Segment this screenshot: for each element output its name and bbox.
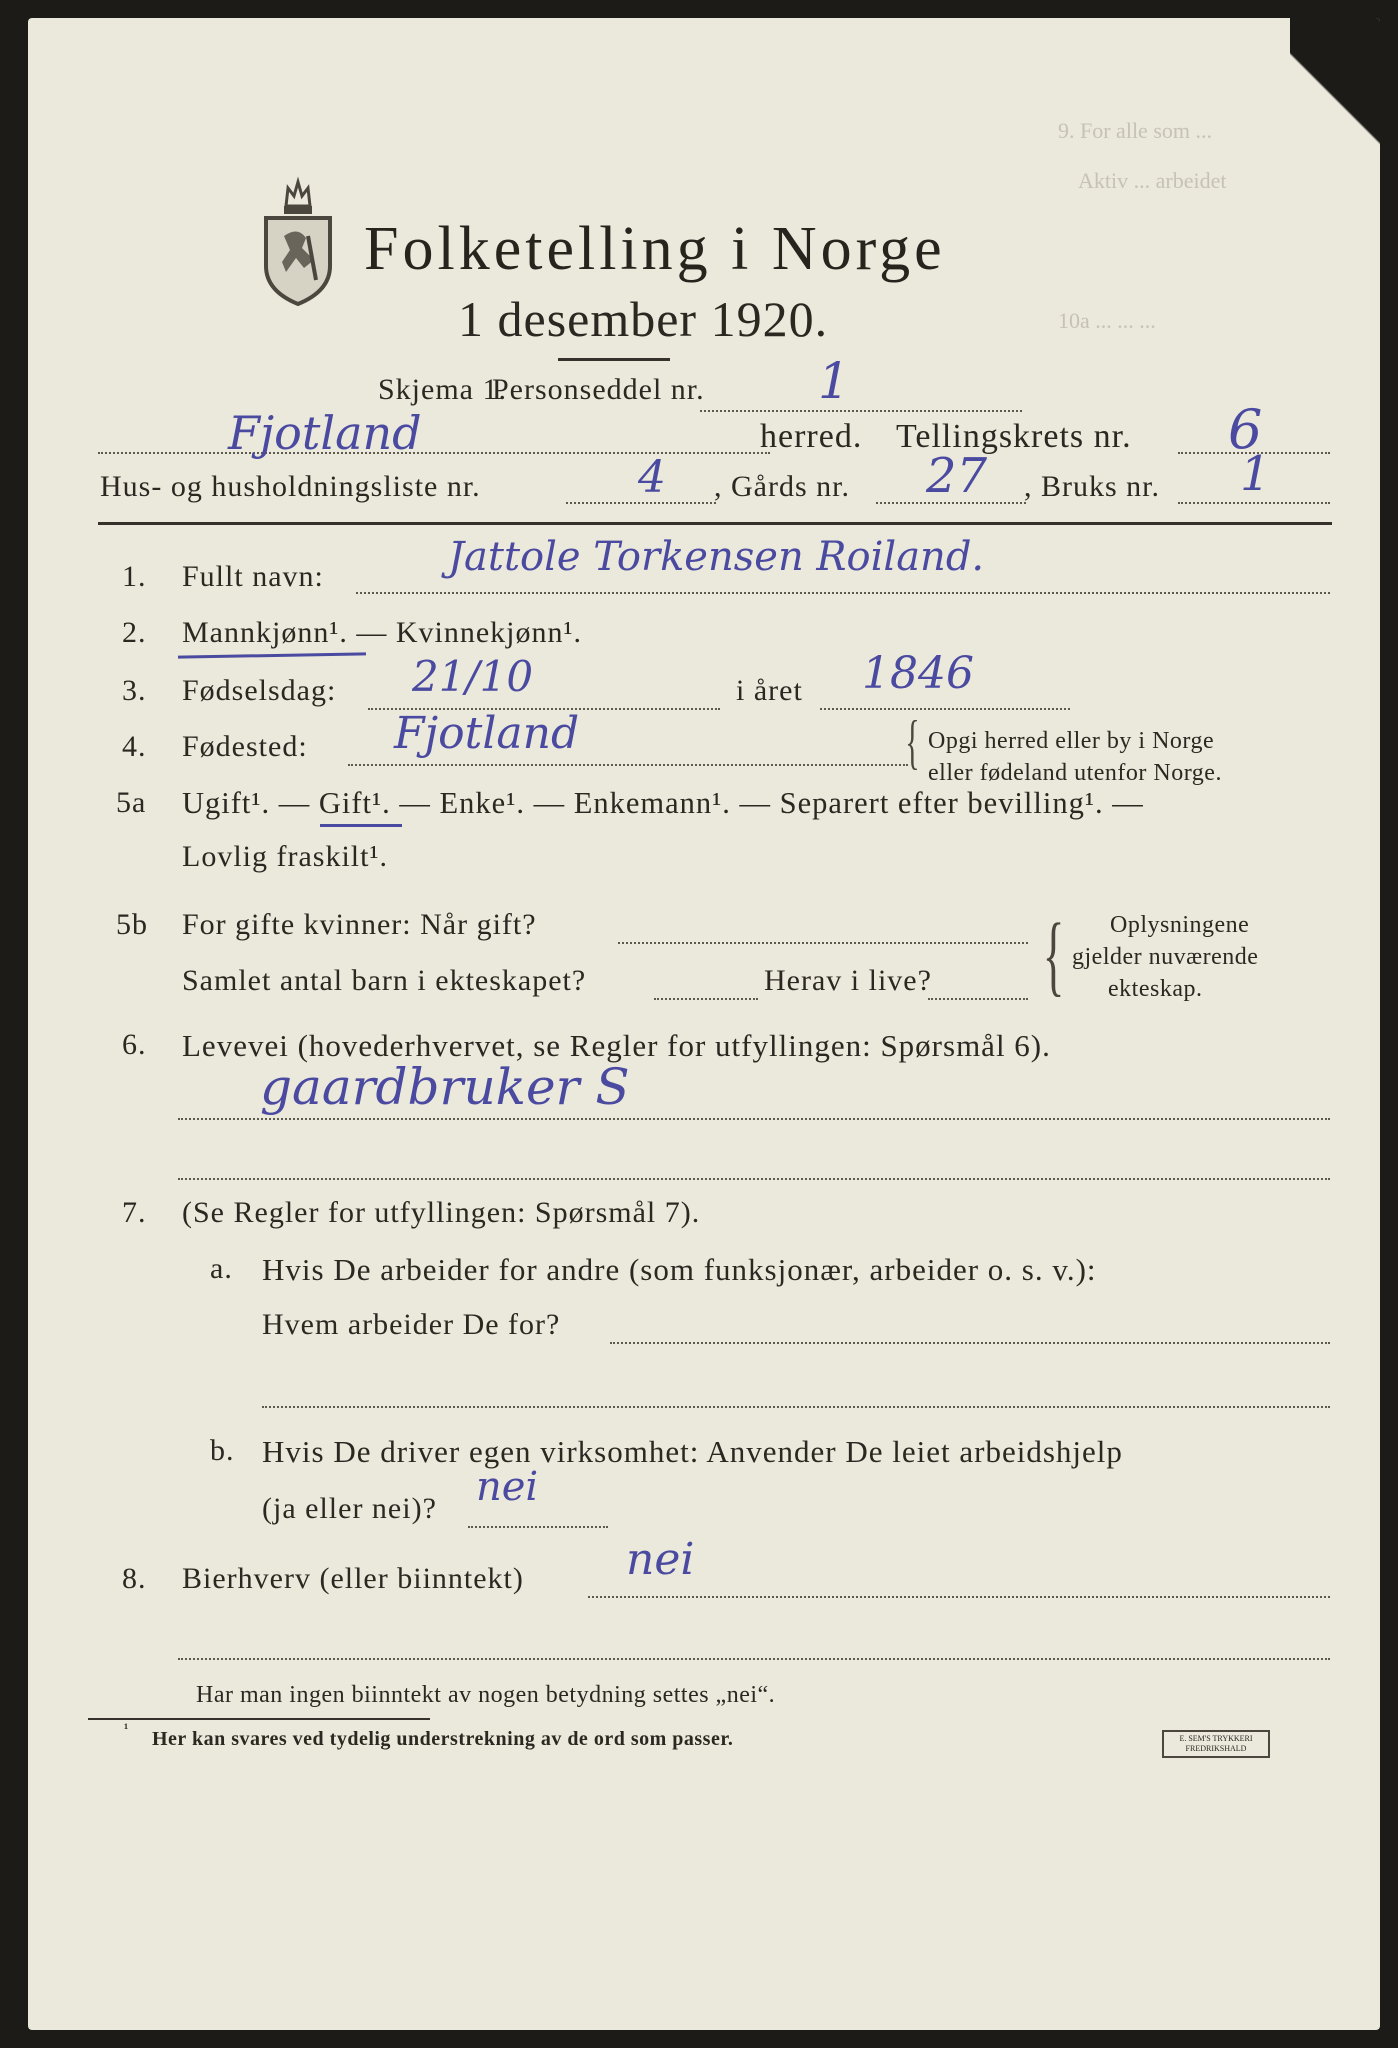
sex-options: Mannkjønn¹. — Kvinnekjønn¹. [182, 616, 582, 649]
footnote-mark: ¹ [124, 1722, 129, 1737]
employer-label: Hvem arbeider De for? [262, 1308, 561, 1341]
bleed-through: Aktiv ... arbeidet [1078, 168, 1227, 193]
bleed-through: 10a ... ... ... [1058, 308, 1156, 333]
q3-number: 3. [122, 674, 147, 707]
side-income-line-1 [588, 1596, 1330, 1598]
q7-label: (Se Regler for utfyllingen: Spørsmål 7). [182, 1196, 701, 1229]
q4-number: 4. [122, 730, 147, 763]
marital-status-options: Ugift¹. — Gift¹. — Enke¹. — Enkemann¹. — Separert efter bevilling¹. — [182, 786, 1144, 820]
household-list-value: 4 [638, 452, 666, 503]
birthdate-label: Fødselsdag: [182, 674, 337, 707]
birthplace-note-line2: eller fødeland utenfor Norge. [928, 760, 1222, 786]
birthplace-note-line1: Opgi herred eller by i Norge [928, 728, 1215, 754]
gards-label: , Gårds nr. [714, 470, 850, 503]
q7b-number: b. [210, 1434, 235, 1467]
birthyear-value: 1846 [862, 648, 974, 699]
printer-stamp: E. SEM'S TRYKKERI FREDRIKSHALD [1162, 1730, 1270, 1758]
self-employed-question: Hvis De driver egen virksomhet: Anvender De leiet arbeidshjelp [262, 1434, 1123, 1469]
side-income-value: nei [626, 1534, 695, 1585]
marital-status-options-line2: Lovlig fraskilt¹. [182, 840, 388, 873]
birthyear-label: i året [736, 674, 803, 707]
employer-line-1 [610, 1342, 1330, 1344]
q7-number: 7. [122, 1196, 147, 1229]
header-divider [98, 522, 1332, 525]
bruks-label: , Bruks nr. [1024, 470, 1161, 503]
employer-question: Hvis De arbeider for andre (som funksjonær, arbeider o. s. v.): [262, 1252, 1097, 1287]
side-income-line-2 [178, 1658, 1330, 1660]
herred-label: herred. [760, 418, 863, 455]
occupation-label: Levevei (hovederhvervet, se Regler for utfyllingen: Spørsmål 6). [182, 1028, 1051, 1063]
full-name-value: Jattole Torkensen Roiland. [448, 534, 985, 580]
children-count-line [654, 998, 758, 1000]
marital-underline-mark [320, 824, 402, 827]
full-name-line [356, 592, 1330, 594]
census-form [28, 18, 1380, 2030]
sex-underline-mark [178, 652, 366, 658]
q2-number: 2. [122, 616, 147, 649]
married-when-line [618, 942, 1028, 944]
side-income-label: Bierhverv (eller biinntekt) [182, 1562, 524, 1595]
footnote-divider [88, 1718, 430, 1720]
q7a-number: a. [210, 1252, 233, 1285]
schema-label: Skjema 1. [378, 373, 507, 406]
hired-help-value: nei [476, 1464, 539, 1510]
employer-line-2 [262, 1406, 1330, 1408]
census-date: 1 desember 1920. [458, 291, 829, 347]
bruks-line [1178, 502, 1330, 504]
birthyear-line [820, 708, 1070, 710]
household-list-label: Hus- og husholdningsliste nr. [100, 470, 481, 503]
herred-value: Fjotland [228, 406, 422, 460]
form-title: Folketelling i Norge [364, 215, 946, 283]
marriage-note-line3: ekteskap. [1108, 976, 1203, 1002]
coat-of-arms-icon [256, 176, 340, 306]
tellingskrets-label: Tellingskrets nr. [896, 418, 1132, 455]
herred-line [98, 452, 770, 454]
q1-number: 1. [122, 560, 147, 593]
children-count-label: Samlet antal barn i ekteskapet? [182, 964, 587, 997]
bleed-through: 9. For alle som ... [1058, 118, 1212, 143]
birthplace-label: Fødested: [182, 730, 308, 763]
q5b-number: 5b [116, 908, 148, 941]
footnote-text: Her kan svares ved tydelig understrekning av de ord som passer. [152, 1728, 734, 1750]
q8-number: 8. [122, 1562, 147, 1595]
gards-value: 27 [926, 448, 988, 504]
children-alive-label: Herav i live? [764, 964, 932, 997]
birthplace-line [348, 764, 908, 766]
brace: { [1042, 906, 1065, 1005]
brace: { [905, 709, 920, 775]
full-name-label: Fullt navn: [182, 560, 324, 593]
personseddel-value: 1 [818, 352, 850, 410]
title-divider [558, 358, 670, 361]
hired-help-label: (ja eller nei)? [262, 1492, 437, 1525]
hired-help-line [468, 1526, 608, 1528]
bruks-value: 1 [1240, 446, 1271, 502]
marriage-note-line2: gjelder nuværende [1072, 944, 1259, 970]
occupation-line-1 [178, 1118, 1330, 1120]
personseddel-line [700, 410, 1022, 412]
q5a-number: 5a [116, 786, 147, 819]
married-when-label: For gifte kvinner: Når gift? [182, 908, 537, 941]
occupation-line-2 [178, 1178, 1330, 1180]
side-income-note: Har man ingen biinntekt av nogen betydning settes „nei“. [196, 1682, 776, 1708]
children-alive-line [928, 998, 1028, 1000]
birthdate-value: 21/10 [412, 652, 534, 701]
occupation-value: gaardbruker S [260, 1058, 630, 1116]
q6-number: 6. [122, 1028, 147, 1061]
birthplace-value: Fjotland [394, 708, 580, 759]
tellingskrets-value: 6 [1228, 398, 1263, 461]
personseddel-label: Personseddel nr. [492, 373, 705, 406]
marriage-note-line1: Oplysningene [1110, 912, 1250, 938]
